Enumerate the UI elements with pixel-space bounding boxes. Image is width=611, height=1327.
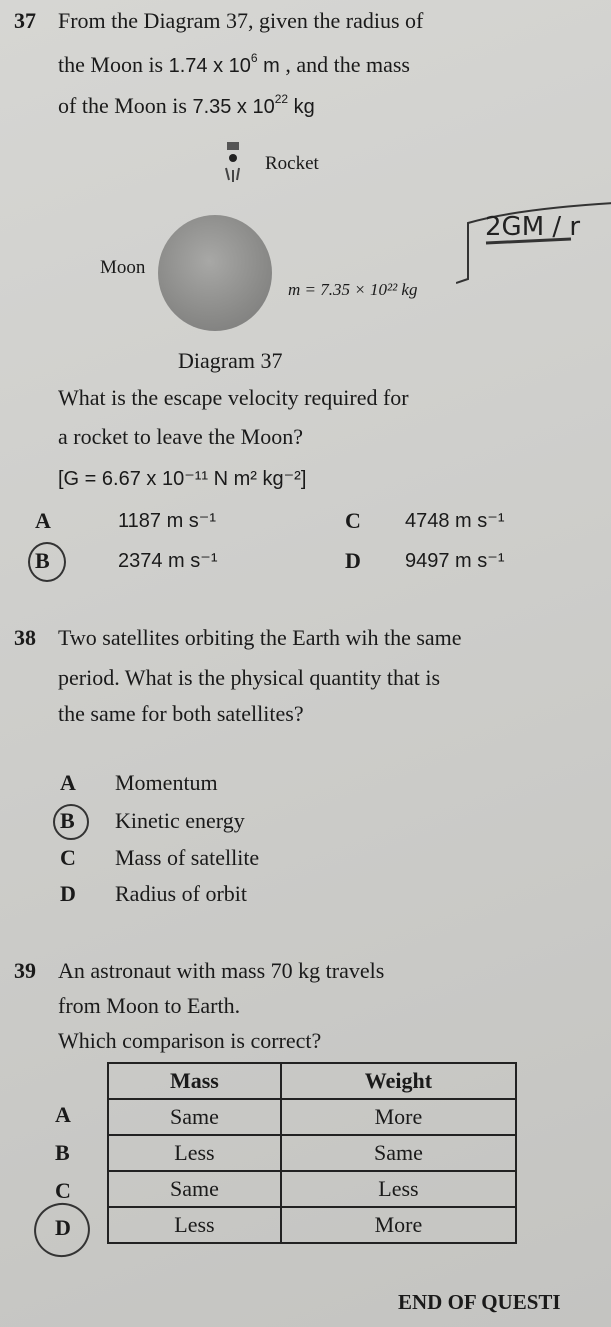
q39-line2: from Moon to Earth. [58,993,241,1018]
q38-option-a-value: Momentum [115,770,218,795]
q37-option-d-value: 9497 m s⁻¹ [405,550,505,572]
diagram-caption: Diagram 37 [178,348,283,373]
q39-number: 39 [14,958,36,983]
q38-line3: the same for both satellites? [58,701,304,726]
answer-circle [53,804,89,840]
table-row [108,1135,516,1171]
answer-circle [28,1197,96,1264]
cell-weight: More [281,1099,516,1135]
q39-option-b-letter[interactable]: B [55,1140,70,1165]
q38-option-c-letter[interactable]: C [60,845,76,870]
header-weight: Weight [281,1063,516,1099]
mass-value: 7.35 x $10^{22}$ kg [192,92,315,118]
q38-option-b-letter[interactable]: B [60,808,75,833]
q37-option-a-value: 1187 m s⁻¹ [118,510,216,532]
q37-option-c-letter[interactable]: C [345,508,361,533]
q37-option-b-letter[interactable]: B [35,548,50,573]
cell-mass: Less [108,1207,281,1243]
table-row [108,1099,516,1135]
moon-image [158,215,272,331]
q37-line2-post: , and the mass [285,52,410,77]
table-row [108,1207,516,1243]
q38-option-a-letter[interactable]: A [60,770,76,795]
q38-option-d-letter[interactable]: D [60,881,76,906]
q37-option-d-letter[interactable]: D [345,548,361,573]
q38-option-c-value: Mass of satellite [115,845,260,870]
answer-circle [28,542,66,582]
q37-option-b-value: 2374 m s⁻¹ [118,550,218,572]
q37-option-c-value: 4748 m s⁻¹ [405,510,505,532]
rocket-icon [222,140,244,185]
q37-line2 [58,52,410,78]
q37-line3-pre: of the Moon is [58,93,187,118]
radius-value: 1.74 x $10^6$ m [168,51,280,77]
cell-weight: More [281,1207,516,1243]
end-of-questions: END OF QUESTI [398,1290,561,1314]
q38-number: 38 [14,625,36,650]
q37-question-line2: a rocket to leave the Moon? [58,424,303,449]
q39-option-c-letter[interactable]: C [55,1178,71,1203]
cell-mass: Same [108,1099,281,1135]
moon-mass-label: m = 7.35 × 10²² kg [288,280,418,299]
q37-line3 [58,93,315,119]
table-row [108,1171,516,1207]
q39-option-d-letter[interactable]: D [55,1215,71,1240]
cell-mass: Less [108,1135,281,1171]
q38-line2: period. What is the physical quantity that is [58,665,441,690]
q37-question-line1: What is the escape velocity required for [58,385,409,410]
q39-line3: Which comparison is correct? [58,1028,322,1053]
q39-option-a-letter[interactable]: A [55,1102,71,1127]
cell-weight: Same [281,1135,516,1171]
cell-mass: Same [108,1171,281,1207]
q38-option-b-value: Kinetic energy [115,808,245,833]
q38-line1: Two satellites orbiting the Earth wih the same [58,625,462,650]
moon-label: Moon [100,257,146,278]
rocket-label: Rocket [265,153,319,174]
q38-option-d-value: Radius of orbit [115,881,247,906]
table-header-row [108,1063,516,1099]
handwritten-note: 2GM / r [485,212,581,242]
gravitational-constant: [G = 6.67 x 10⁻¹¹ N m² kg⁻²] [58,468,307,490]
q37-number: 37 [14,8,36,33]
cell-weight: Less [281,1171,516,1207]
q37-option-a-letter[interactable]: A [35,508,51,533]
q37-line1: From the Diagram 37, given the radius of [58,8,424,33]
q37-line2-pre: the Moon is [58,52,164,77]
q39-line1: An astronaut with mass 70 kg travels [58,958,385,983]
comparison-table [107,1062,517,1244]
header-mass: Mass [108,1063,281,1099]
